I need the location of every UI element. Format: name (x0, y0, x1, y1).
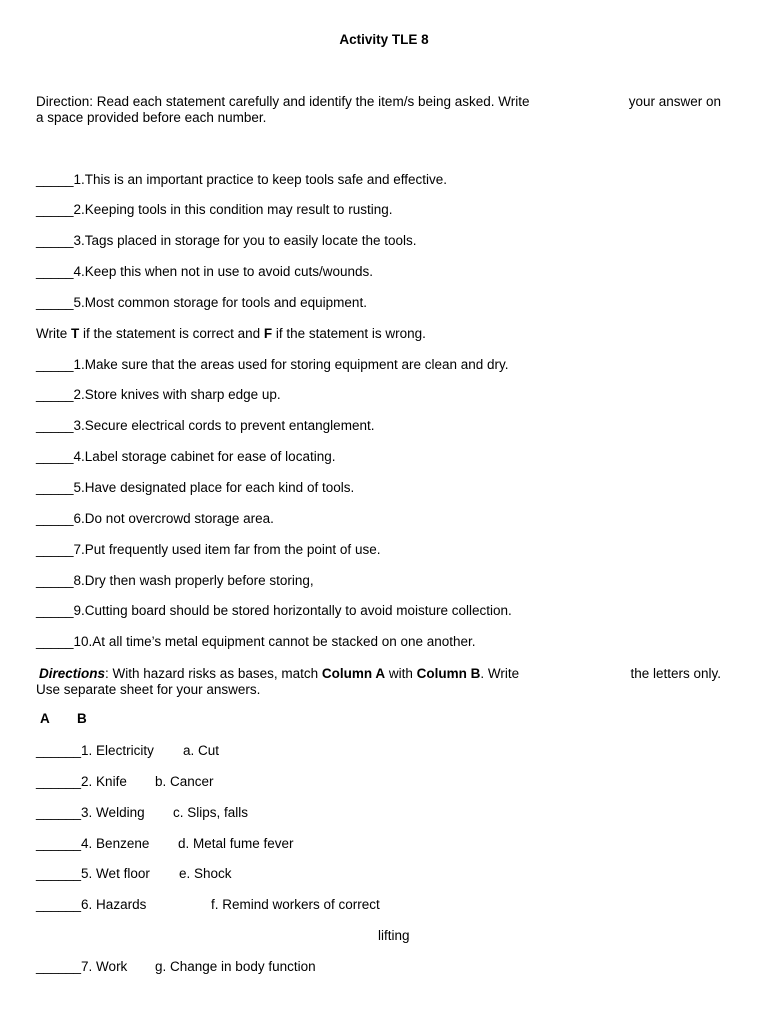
match-column-a-item: ______6. Hazards (36, 897, 147, 912)
true-false-item: _____8.Dry then wash properly before storing, (36, 573, 314, 588)
instruction-f: F (263, 326, 273, 341)
true-false-item: _____4.Label storage cabinet for ease of locating. (36, 449, 336, 464)
direction-line1: Direction: Read each statement carefully and identify the item/s being asked. Write (36, 94, 530, 109)
page-title: Activity TLE 8 (339, 32, 429, 47)
true-false-item: _____1.Make sure that the areas used for storing equipment are clean and dry. (36, 357, 509, 372)
identification-item: _____2.Keeping tools in this condition may result to rusting. (36, 202, 393, 217)
match-column-a-item: ______1. Electricity (36, 743, 154, 758)
directions-text: . Write (480, 666, 520, 681)
directions-line2: Use separate sheet for your answers. (36, 682, 261, 697)
match-column-a-item: ______7. Work (36, 959, 128, 974)
instruction-t: T (71, 326, 80, 341)
true-false-item: _____7.Put frequently used item far from the point of use. (36, 542, 381, 557)
true-false-item: _____9.Cutting board should be stored horizontally to avoid moisture collection. (36, 603, 512, 618)
instruction-text: if the statement is wrong. (272, 326, 426, 341)
column-b-ref: Column B (416, 666, 481, 681)
match-column-a-item: ______2. Knife (36, 774, 127, 789)
direction-line2: a space provided before each number. (36, 110, 267, 125)
column-a-ref: Column A (321, 666, 386, 681)
directions-text: : With hazard risks as bases, match (105, 666, 322, 681)
true-false-instruction (36, 326, 426, 341)
match-column-b-item: f. Remind workers of correct (211, 897, 380, 912)
true-false-item: _____3.Secure electrical cords to prevent entanglement. (36, 418, 375, 433)
directions-text: with (385, 666, 417, 681)
match-column-a-item: ______3. Welding (36, 805, 145, 820)
true-false-item: _____6.Do not overcrowd storage area. (36, 511, 274, 526)
match-column-a-item: ______5. Wet floor (36, 866, 150, 881)
match-column-b-item: g. Change in body function (155, 959, 316, 974)
column-a-header: A (40, 711, 50, 726)
directions-label: Directions (39, 666, 106, 681)
match-column-b-item: e. Shock (179, 866, 232, 881)
match-column-b-item: a. Cut (183, 743, 220, 758)
identification-item: _____5.Most common storage for tools and equipment. (36, 295, 367, 310)
true-false-item: _____10.At all time’s metal equipment cannot be stacked on one another. (36, 634, 476, 649)
match-column-b-item: b. Cancer (155, 774, 214, 789)
match-continuation: lifting (378, 928, 410, 943)
match-column-b-item: d. Metal fume fever (178, 836, 294, 851)
matching-directions (39, 666, 519, 681)
identification-item: _____3.Tags placed in storage for you to easily locate the tools. (36, 233, 417, 248)
true-false-item: _____5.Have designated place for each kind of tools. (36, 480, 355, 495)
instruction-text: if the statement is correct and (79, 326, 264, 341)
match-column-a-item: ______4. Benzene (36, 836, 150, 851)
instruction-text: Write (36, 326, 72, 341)
match-column-b-item: c. Slips, falls (173, 805, 249, 820)
column-b-header: B (77, 711, 87, 726)
direction-line1-right: your answer on (628, 94, 721, 109)
identification-item: _____1.This is an important practice to keep tools safe and effective. (36, 172, 447, 187)
directions-right: the letters only. (630, 666, 721, 681)
identification-item: _____4.Keep this when not in use to avoid cuts/wounds. (36, 264, 373, 279)
true-false-item: _____2.Store knives with sharp edge up. (36, 387, 281, 402)
